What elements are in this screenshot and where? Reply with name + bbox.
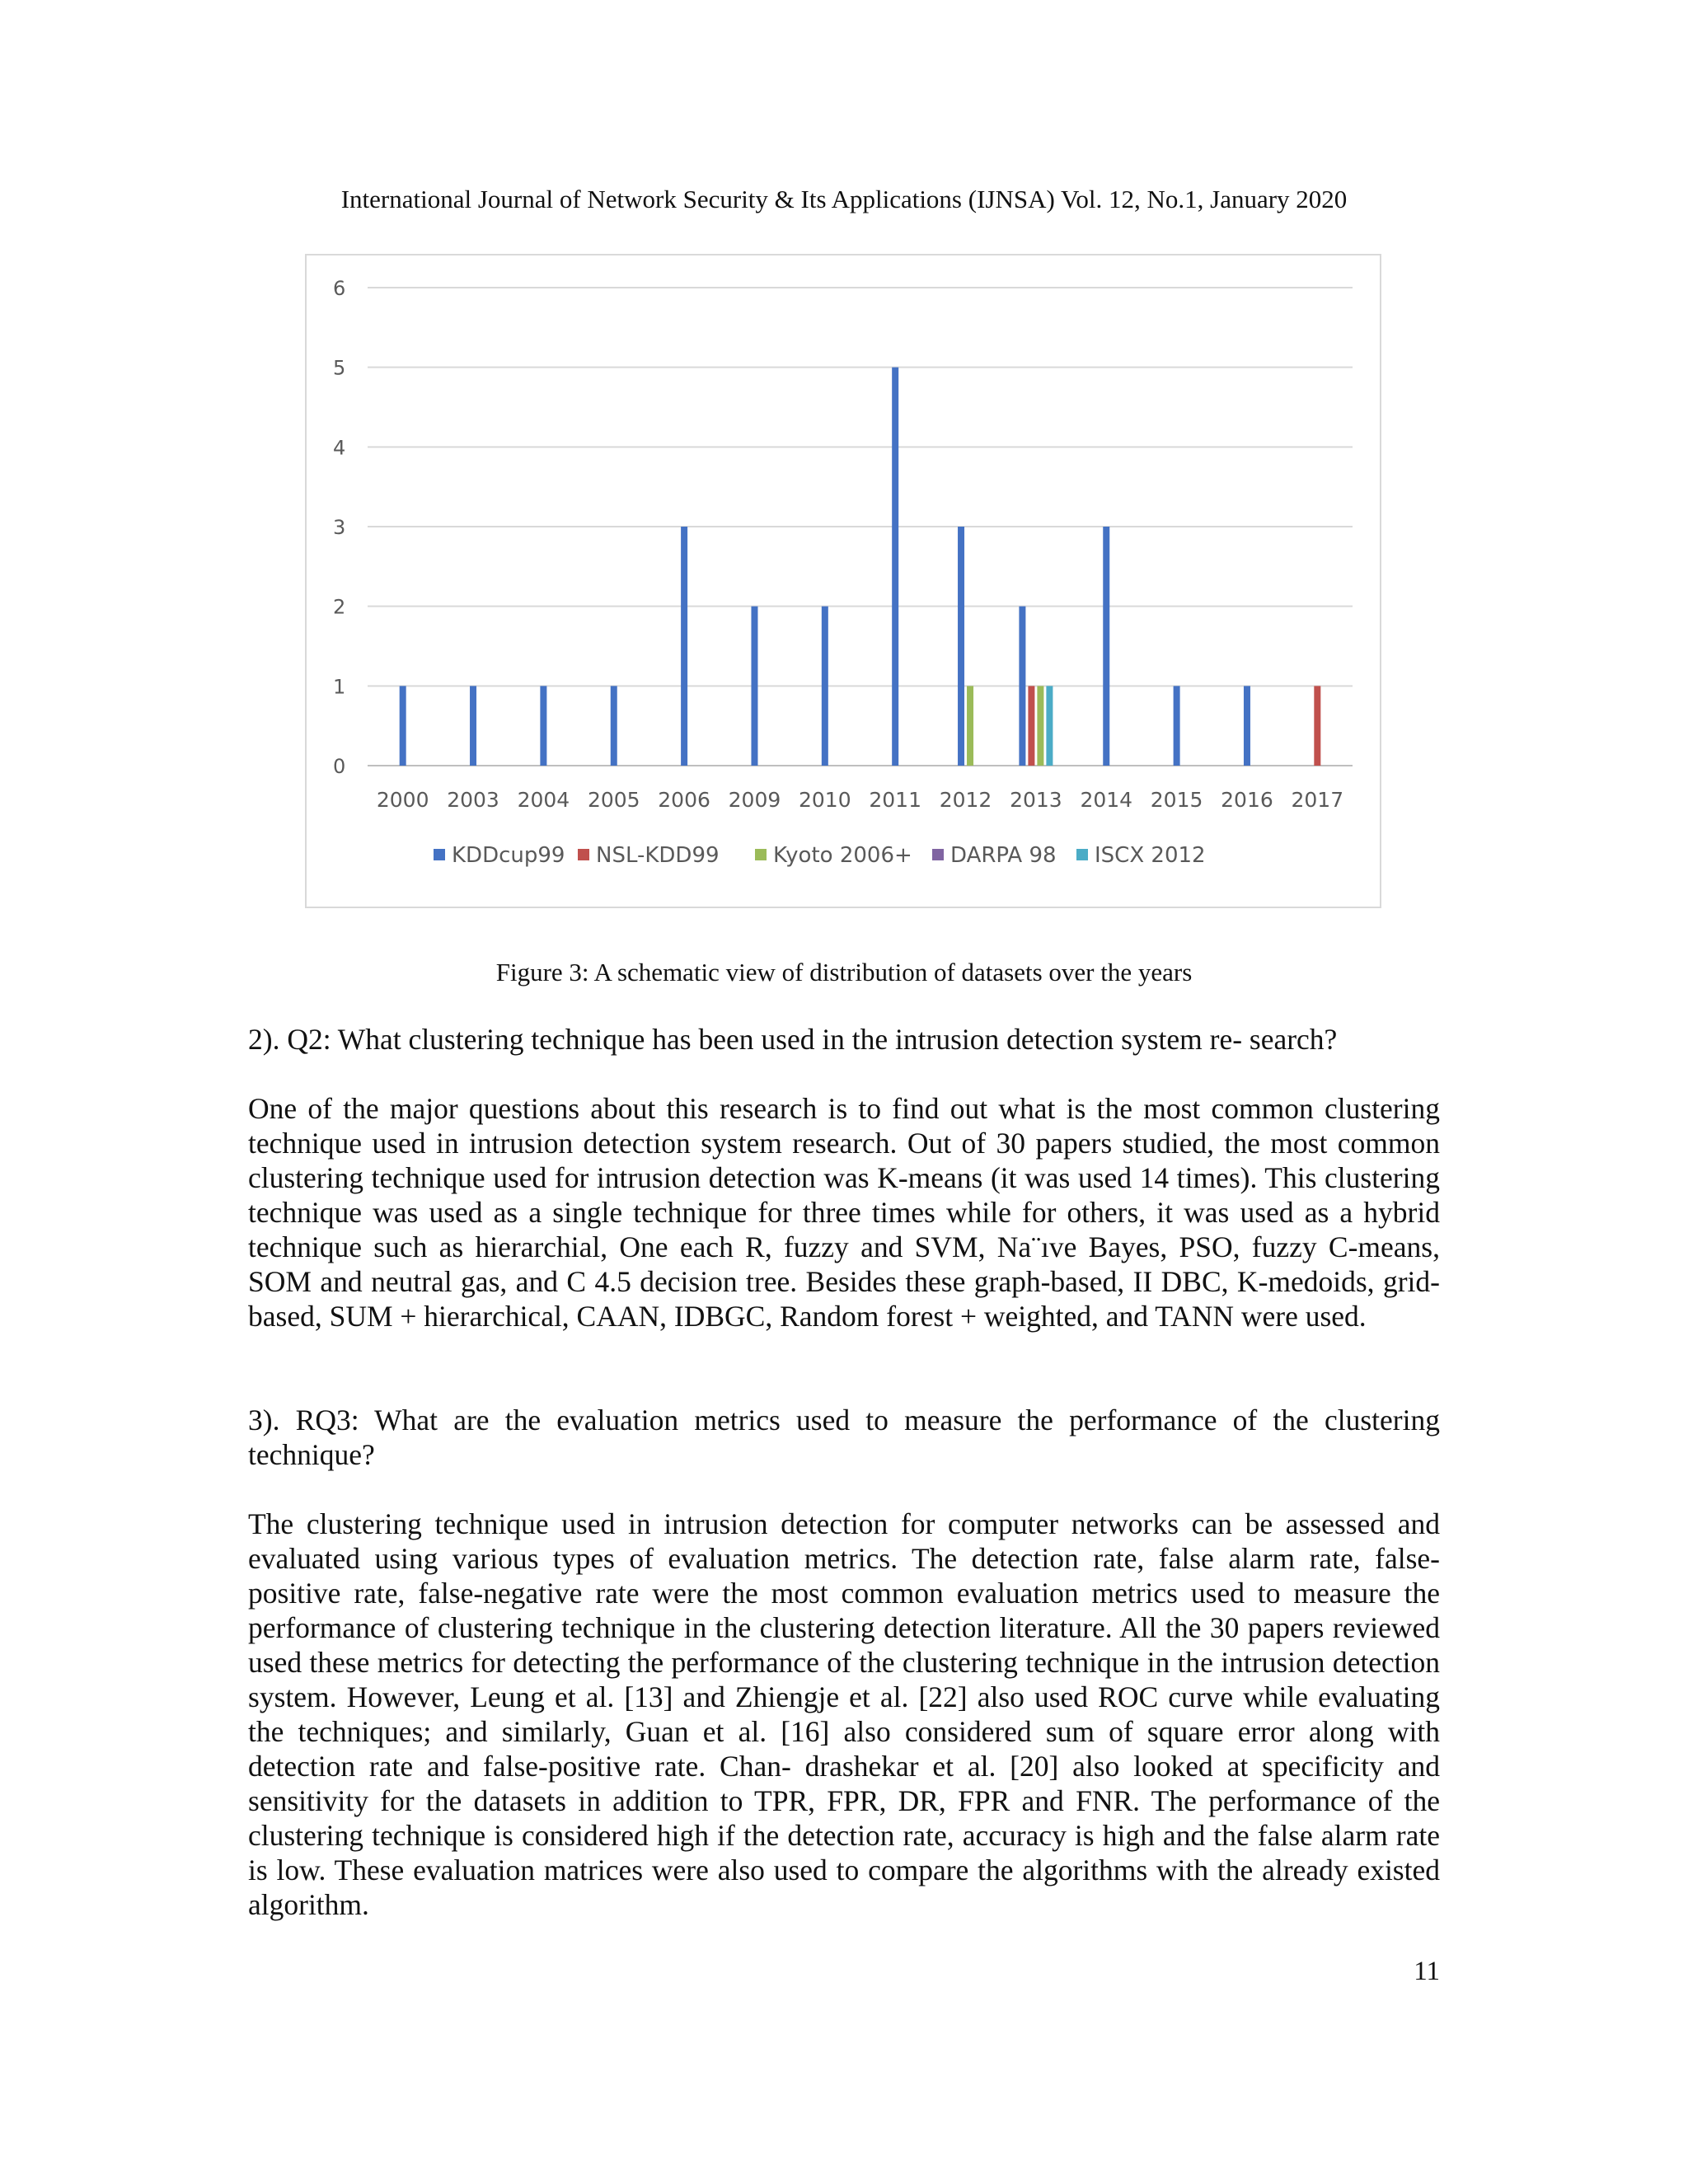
bar-kyoto-2006--2012	[967, 686, 973, 766]
q2-paragraph: One of the major questions about this research is to find out what is the most common clustering technique used in intrusion detection system research. Out of 30 papers studied, the most common clustering technique used for intrusion detection was K-means (it was used 14 times). This clustering technique was used as a single technique for three times while for others, it was used as a hybrid technique such as hierarchial, One each R, fuzzy and SVM, Na¨ıve Bayes, PSO, fuzzy C-means, SOM and neutral gas, and C 4.5 decision tree. Besides these graph-based, II DBC, K-medoids, grid-based, SUM + hierarchical, CAAN, IDBGC, Random forest + weighted, and TANN were used.	[248, 1092, 1440, 1333]
y-tick-label: 5	[333, 356, 346, 380]
bar-kddcup99-2012	[958, 527, 964, 766]
bar-kddcup99-2010	[822, 607, 828, 766]
bar-kyoto-2006--2013	[1037, 686, 1043, 766]
y-tick-label: 6	[333, 277, 346, 300]
y-tick-label: 3	[333, 516, 346, 539]
y-tick-label: 0	[333, 755, 346, 778]
x-tick-label: 2014	[1080, 788, 1133, 812]
legend-label: NSL-KDD99	[596, 843, 720, 868]
q2-heading: 2). Q2: What clustering technique has been used in the intrusion detection system re- search?	[248, 1023, 1338, 1056]
x-tick-label: 2011	[869, 788, 921, 812]
legend-swatch	[578, 849, 589, 860]
x-tick-label: 2017	[1291, 788, 1344, 812]
legend-swatch	[1076, 849, 1088, 860]
x-tick-label: 2010	[799, 788, 851, 812]
bar-kddcup99-2014	[1103, 527, 1109, 766]
bar-nsl-kdd99-2017	[1314, 686, 1320, 766]
x-tick-label: 2016	[1221, 788, 1273, 812]
x-tick-label: 2013	[1010, 788, 1062, 812]
legend-label: ISCX 2012	[1095, 843, 1206, 868]
bar-iscx-2012-2013	[1046, 686, 1053, 766]
bar-kddcup99-2005	[611, 686, 617, 766]
legend-label: KDDcup99	[452, 843, 565, 868]
bar-kddcup99-2004	[540, 686, 546, 766]
bar-kddcup99-2000	[400, 686, 406, 766]
figure-3-chart	[302, 251, 1385, 912]
bar-kddcup99-2003	[470, 686, 476, 766]
x-tick-label: 2015	[1150, 788, 1203, 812]
figure-caption: Figure 3: A schematic view of distribution of datasets over the years	[495, 958, 1193, 987]
bar-kddcup99-2015	[1174, 686, 1180, 766]
legend-swatch	[434, 849, 445, 860]
legend-label: Kyoto 2006+	[773, 843, 912, 868]
bar-kddcup99-2009	[751, 607, 757, 766]
x-tick-label: 2005	[587, 788, 640, 812]
running-header: International Journal of Network Security & Its Applications (IJNSA) Vol. 12, No.1, January 2020	[340, 185, 1348, 213]
x-tick-label: 2009	[728, 788, 781, 812]
bar-chart	[302, 251, 1385, 912]
bar-kddcup99-2011	[892, 368, 898, 766]
bar-kddcup99-2016	[1244, 686, 1250, 766]
q3-heading: 3). RQ3: What are the evaluation metrics used to measure the performance of the clustering technique?	[248, 1404, 1440, 1471]
y-tick-label: 1	[333, 675, 346, 699]
q3-paragraph: The clustering technique used in intrusion detection for computer networks can be assessed and evaluated using various types of evaluation metrics. The detection rate, false alarm rate, false-positive rate, false-negative rate were the most common evaluation metrics used to measure the performance of clustering technique in the clustering detection literature. All the 30 papers reviewed used these metrics for detecting the performance of the clustering technique in the intrusion detection system. However, Leung et al. [13] and Zhiengje et al. [22] also used ROC curve while evaluating the techniques; and similarly, Guan et al. [16] also considered sum of square error along with detection rate and false-positive rate. Chan- drashekar et al. [20] also looked at specificity and sensitivity for the datasets in addition to TPR, FPR, DR, FPR and FNR. The performance of the clustering technique is considered high if the detection rate, accuracy is high and the false alarm rate is low. These evaluation matrices were also used to compare the algorithms with the already existed algorithm.	[248, 1507, 1440, 1921]
legend-swatch	[755, 849, 767, 860]
bar-nsl-kdd99-2013	[1028, 686, 1034, 766]
x-tick-label: 2003	[447, 788, 499, 812]
bar-kddcup99-2006	[681, 527, 687, 766]
y-tick-label: 2	[333, 595, 346, 619]
x-tick-label: 2006	[658, 788, 710, 812]
x-tick-label: 2004	[517, 788, 570, 812]
y-tick-label: 4	[333, 436, 346, 460]
legend-label: DARPA 98	[950, 843, 1057, 868]
legend-swatch	[932, 849, 944, 860]
page-number: 11	[1414, 1957, 1440, 1986]
x-tick-label: 2012	[939, 788, 992, 812]
x-tick-label: 2000	[376, 788, 429, 812]
bar-kddcup99-2013	[1019, 607, 1025, 766]
